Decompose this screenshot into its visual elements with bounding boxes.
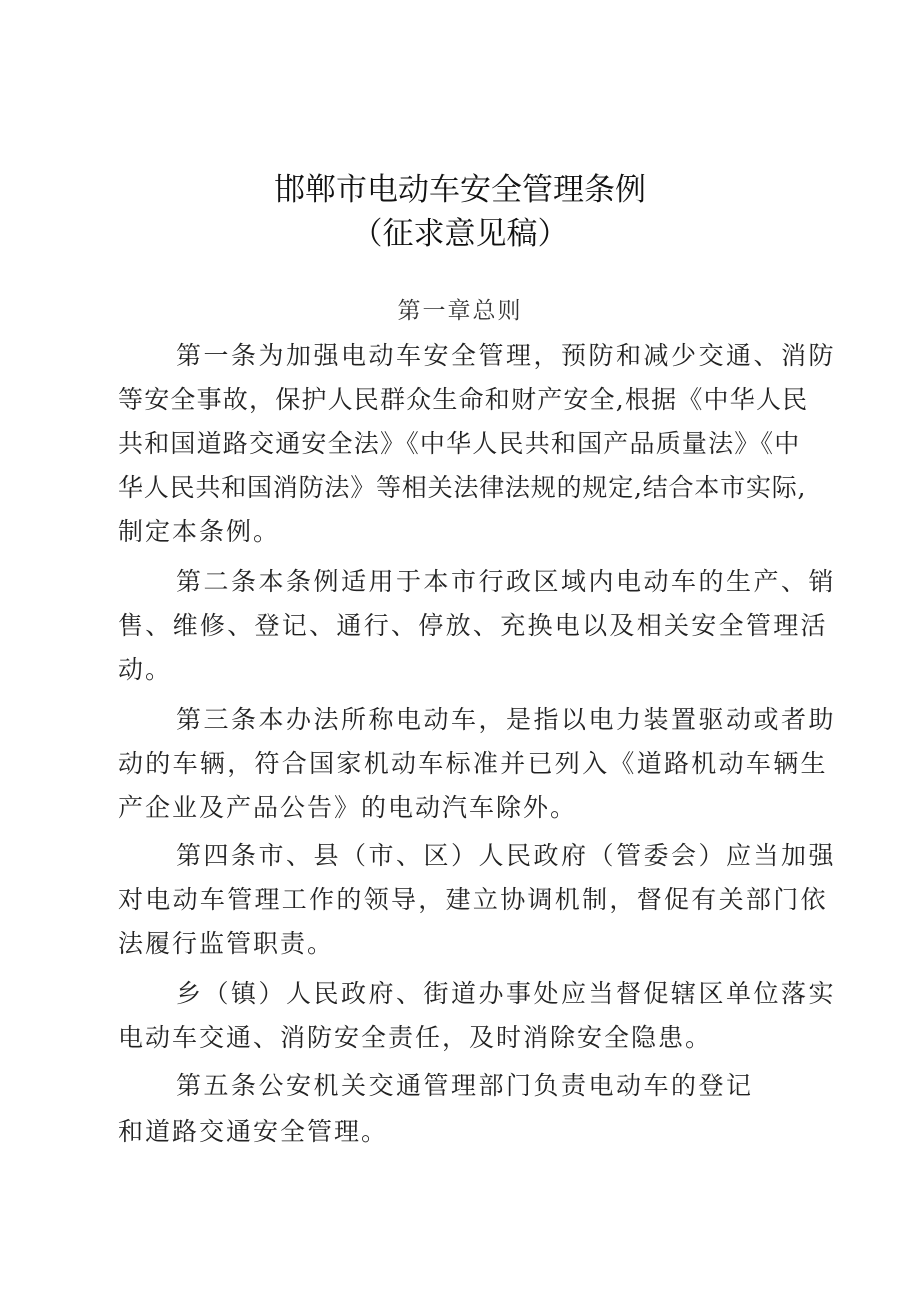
document-title: 邯郸市电动车安全管理条例 — [274, 172, 646, 208]
article-1-line-4: 华人民共和国消防法》等相关法律法规的规定,结合本市实际, — [118, 473, 807, 502]
article-2-line-3: 动。 — [118, 655, 173, 684]
article-1-line-2: 等安全事故，保护人民群众生命和财产安全,根据《中华人民 — [118, 385, 809, 414]
article-1-line-3: 共和国道路交通安全法》《中华人民共和国产品质量法》《中 — [118, 429, 801, 458]
article-2-line-2: 售、维修、登记、通行、停放、充换电以及相关安全管理活 — [118, 611, 828, 640]
article-5-line-2: 和道路交通安全管理。 — [118, 1117, 389, 1146]
article-5-line-1: 第五条公安机关交通管理部门负责电动车的登记 — [176, 1071, 754, 1100]
article-1-line-5: 制定本条例。 — [118, 517, 281, 546]
chapter-heading: 第一章总则 — [397, 298, 523, 324]
article-3-line-3: 产企业及产品公告》的电动汽车除外。 — [118, 793, 578, 822]
article-4-line-3: 法履行监管职责。 — [118, 929, 335, 958]
document-subtitle: （征求意见稿） — [351, 216, 569, 252]
article-3-line-1: 第三条本办法所称电动车，是指以电力装置驱动或者助 — [176, 705, 837, 734]
article-4-para-2-line-1: 乡（镇）人民政府、街道办事处应当督促辖区单位落实 — [176, 979, 837, 1008]
article-4-line-2: 对电动车管理工作的领导，建立协调机制，督促有关部门依 — [118, 885, 828, 914]
article-1-line-1: 第一条为加强电动车安全管理，预防和减少交通、消防 — [176, 341, 837, 370]
article-2-line-1: 第二条本条例适用于本市行政区域内电动车的生产、销 — [176, 567, 837, 596]
article-4-para-2-line-2: 电动车交通、消防安全责任，及时消除安全隐患。 — [118, 1023, 713, 1052]
article-4-line-1: 第四条市、县（市、区）人民政府（管委会）应当加强 — [176, 841, 837, 870]
article-3-line-2: 动的车辆，符合国家机动车标准并已列入《道路机动车辆生 — [118, 749, 828, 778]
